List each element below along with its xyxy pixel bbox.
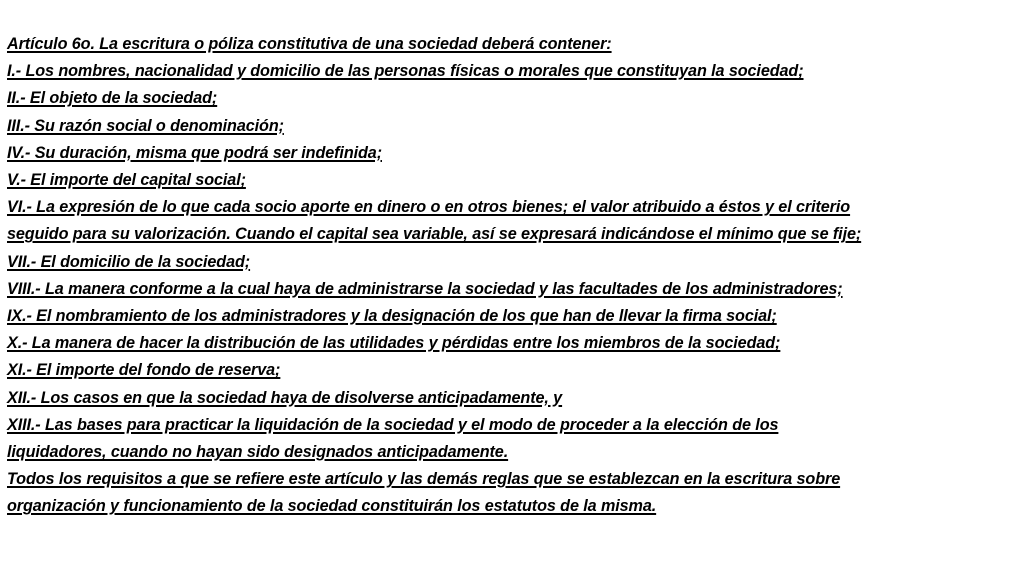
item-iii: III.- Su razón social o denominación; <box>7 116 284 135</box>
item-vi-line-1: VI.- La expresión de lo que cada socio aporte en dinero o en otros bienes; el valor atribuido a éstos y el criterio <box>7 198 851 217</box>
item-iv: IV.- Su duración, misma que podrá ser indefinida; <box>7 143 382 162</box>
closing-line-1: Todos los requisitos a que se refiere este artículo y las demás reglas que se establezcan en la escritura sobre <box>7 470 841 489</box>
item-v: V.- El importe del capital social; <box>7 171 246 190</box>
item-ii: II.- El objeto de la sociedad; <box>7 89 218 108</box>
item-vii: VII.- El domicilio de la sociedad; <box>7 252 251 271</box>
article-heading: Artículo 6o. La escritura o póliza constitutiva de una sociedad deberá contener: <box>7 35 612 53</box>
item-viii: VIII.- La manera conforme a la cual haya de administrarse la sociedad y las facultades de los administradores; <box>7 279 843 298</box>
item-xiii-line-2: liquidadores, cuando no hayan sido designados anticipadamente. <box>7 443 509 462</box>
item-xi: XI.- El importe del fondo de reserva; <box>7 361 281 380</box>
item-vi-line-2: seguido para su valorización. Cuando el capital sea variable, así se expresará indicándose el mínimo que se fije; <box>7 225 862 244</box>
item-i: I.- Los nombres, nacionalidad y domicilio de las personas físicas o morales que constituyan la sociedad; <box>7 62 804 81</box>
slide-text-block <box>7 31 1017 521</box>
item-xii: XII.- Los casos en que la sociedad haya de disolverse anticipadamente, y <box>7 388 563 407</box>
item-xiii-line-1: XIII.- Las bases para practicar la liquidación de la sociedad y el modo de proceder a la elección de los <box>7 415 779 434</box>
closing-line-2: organización y funcionamiento de la sociedad constituirán los estatutos de la misma. <box>7 497 657 516</box>
item-x: X.- La manera de hacer la distribución de las utilidades y pérdidas entre los miembros de la sociedad; <box>7 334 781 353</box>
item-ix: IX.- El nombramiento de los administradores y la designación de los que han de llevar la firma social; <box>7 307 777 326</box>
